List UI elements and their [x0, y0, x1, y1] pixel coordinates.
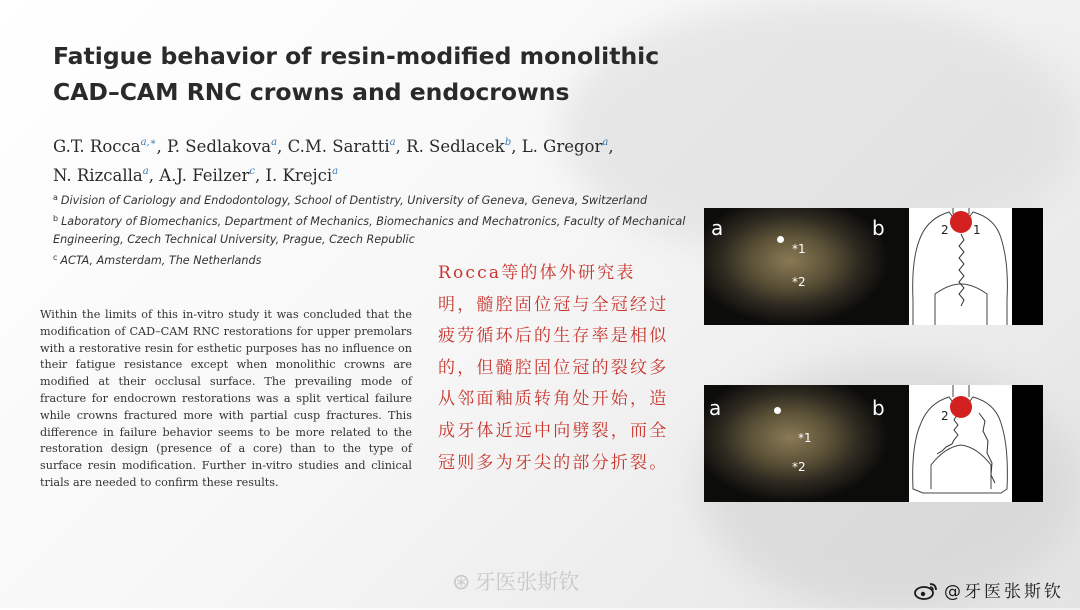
author-affiliation-mark: a — [142, 166, 149, 177]
weibo-icon: ⊛ — [452, 570, 471, 595]
affiliation-mark: b — [53, 214, 59, 223]
brand-handle — [914, 577, 1064, 602]
affiliation-item — [53, 189, 693, 210]
marker-dot — [777, 236, 784, 243]
author-affiliation-mark: a — [602, 137, 609, 148]
author-affiliation-mark: b — [504, 137, 512, 148]
marker-dot — [774, 407, 781, 414]
author-affiliation-mark: a — [389, 137, 396, 148]
affiliation-item — [53, 210, 693, 249]
author-affiliation-mark: a — [332, 166, 339, 177]
watermark-text: 牙医张斯钦 — [474, 570, 580, 594]
fracture-mark-2: *2 — [792, 460, 806, 474]
figure-border — [1012, 385, 1043, 502]
brand-text: @牙医张斯钦 — [944, 582, 1064, 602]
tooth-photo-bottom — [704, 385, 909, 502]
weibo-icon — [914, 582, 938, 600]
affiliation-text: Laboratory of Biomechanics, Department of Mechanics, Biomechanics and Mechatronics, Faculty of Mechanical Engineering, Czech Technical University, Prague, Czech Republic — [53, 215, 686, 246]
chinese-annotation: Rocca等的体外研究表明，髓腔固位冠与全冠经过疲劳循环后的生存率是相似的，但髓腔固位冠的裂纹多从邻面釉质转角处开始，造成牙体近远中向劈裂，而全冠则多为牙尖的部分折裂。 — [438, 263, 669, 473]
author-name: I. Krejci — [265, 166, 333, 185]
affiliation-text: ACTA, Amsterdam, The Netherlands — [60, 254, 262, 267]
affiliation-text: Division of Cariology and Endodontology, School of Dentistry, University of Geneva, Geneva, Switzerland — [60, 194, 648, 207]
paper-title: Fatigue behavior of resin-modified monolithic CAD–CAM RNC crowns and endocrowns — [53, 42, 660, 106]
author-name: L. Gregor — [521, 137, 603, 156]
author-name: R. Sedlacek — [406, 137, 505, 156]
figure-label-b: b — [872, 216, 885, 240]
tooth-photo-top — [704, 208, 909, 325]
figure-label-b: b — [872, 396, 885, 420]
figure-border — [1012, 208, 1043, 325]
affiliation-mark: a — [53, 193, 58, 202]
author-name: N. Rizcalla — [53, 166, 143, 185]
diagram-mark-2: 2 — [941, 223, 949, 237]
fracture-mark-1: *1 — [792, 242, 806, 256]
abstract-text: Within the limits of this in-vitro study it was concluded that the modification of CAD–CAM RNC restorations for upper premolars with a restorative resin for esthetic purposes has no influence on their fatigue resistance except when monolithic crowns are modified at their occlusal surface. The prevailing mode of fracture for endocrown restorations was a split vertical failure while crowns fractured more with partial cusp fractures. This difference in failure behavior seems to be more related to the restoration design (presence of a core) than to the type of surface resin modification. Further in-vitro studies and clinical trials are needed to confirm these results. — [40, 308, 412, 489]
fracture-mark-1: *1 — [798, 431, 812, 445]
author-affiliation-mark: c — [249, 166, 256, 177]
author-name: P. Sedlakova — [167, 137, 272, 156]
affiliation-mark: c — [53, 253, 58, 262]
diagram-mark-2: 2 — [941, 409, 949, 423]
diagram-mark-1: 1 — [973, 223, 981, 237]
watermark — [452, 566, 579, 596]
figure-label-a: a — [711, 216, 724, 240]
author-name: A.J. Feilzer — [159, 166, 250, 185]
author-affiliation-mark: a,∗ — [140, 137, 157, 148]
figure-label-a: a — [709, 396, 722, 420]
author-affiliation-mark: a — [271, 137, 278, 148]
fracture-mark-2: *2 — [792, 275, 806, 289]
author-name: G.T. Rocca — [53, 137, 141, 156]
author-name: C.M. Saratti — [287, 137, 390, 156]
author-list: G.T. Rocca$^{a,∗}$, P. Sedlakova$^a$, C.M. Saratti$^a$, R. Sedlacek$^b$, L. Gregor$^a$, N. Rizcalla$^a$, A.J. Feilzer$^c$, I. Krejci$^a$ — [53, 137, 614, 185]
